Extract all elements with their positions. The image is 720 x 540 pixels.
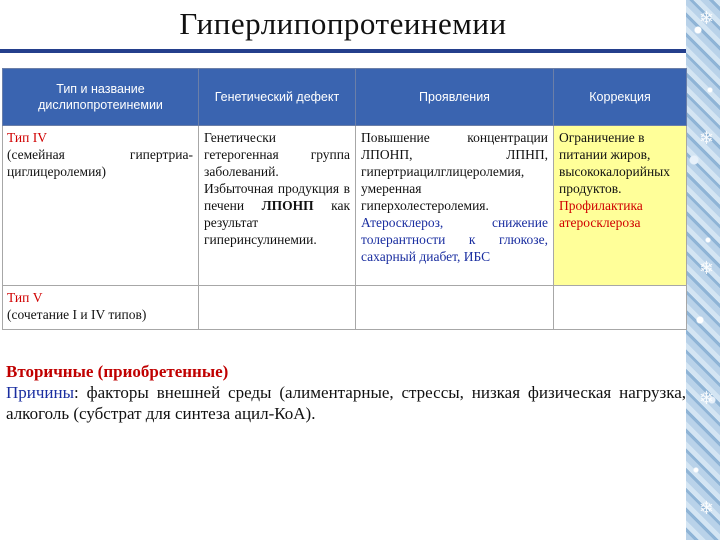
defect-cell <box>199 286 356 330</box>
snowflake-icon: ❄ <box>698 388 714 409</box>
title-divider <box>0 49 686 53</box>
defect-cell <box>199 126 356 286</box>
page-title: Гиперлипопротеинемии <box>179 6 507 41</box>
table-row <box>3 126 687 286</box>
snowflake-icon: ❄ <box>698 498 714 519</box>
snowflake-icon: ❄ <box>698 8 714 29</box>
snowflake-icon: ❄ <box>698 128 714 149</box>
defect-text: Генетически гетерогенная группа заболеваний. Избыточная продукция в печени <box>204 130 350 213</box>
correction-cell <box>554 286 687 330</box>
type-cell <box>3 126 199 286</box>
lipoprotein-table <box>2 68 687 330</box>
header-correction: Коррекция <box>554 69 687 126</box>
correction-prophylaxis: Профилактика атеросклероза <box>559 198 643 230</box>
manifestations-complications: Атеросклероз, снижение толерантности к глюкозе, сахарный диабет, ИБС <box>361 215 548 264</box>
secondary-section <box>6 361 686 424</box>
reasons-paragraph <box>6 382 686 424</box>
decorative-snowflake-border <box>686 0 720 540</box>
correction-cell <box>554 126 687 286</box>
snowflake-icon: ❄ <box>698 258 714 279</box>
manifestations-cell <box>356 126 554 286</box>
header-type: Тип и название дислипопротеинемии <box>3 69 199 126</box>
type-description: (семейная гипертриа-циглицеролемия) <box>7 147 193 179</box>
manifestations-text: Повышение концентрации ЛПОНП, ЛПНП, гипертриацилглицеролемия, умеренная гиперхолестеролемия. <box>361 130 548 213</box>
type-cell <box>3 286 199 330</box>
defect-bold: ЛПОНП <box>261 198 314 213</box>
type-description: (сочетание I и IV типов) <box>7 307 147 322</box>
table-header-row <box>3 69 687 126</box>
correction-text: Ограничение в питании жиров, высококалорийных продуктов. <box>559 130 671 196</box>
type-label: Тип IV <box>7 130 47 145</box>
type-label: Тип V <box>7 290 43 305</box>
reasons-text: : факторы внешней среды (алиментарные, стрессы, низкая физическая нагрузка, алкоголь (субстрат для синтеза ацил-КоА). <box>6 383 686 423</box>
secondary-heading: Вторичные (приобретенные) <box>6 362 229 381</box>
table-row <box>3 286 687 330</box>
defect-tail: как результат гиперинсулинемии. <box>204 198 350 247</box>
header-manifestations: Проявления <box>356 69 554 126</box>
header-defect: Генетический дефект <box>199 69 356 126</box>
manifestations-cell <box>356 286 554 330</box>
reasons-label: Причины <box>6 383 75 402</box>
